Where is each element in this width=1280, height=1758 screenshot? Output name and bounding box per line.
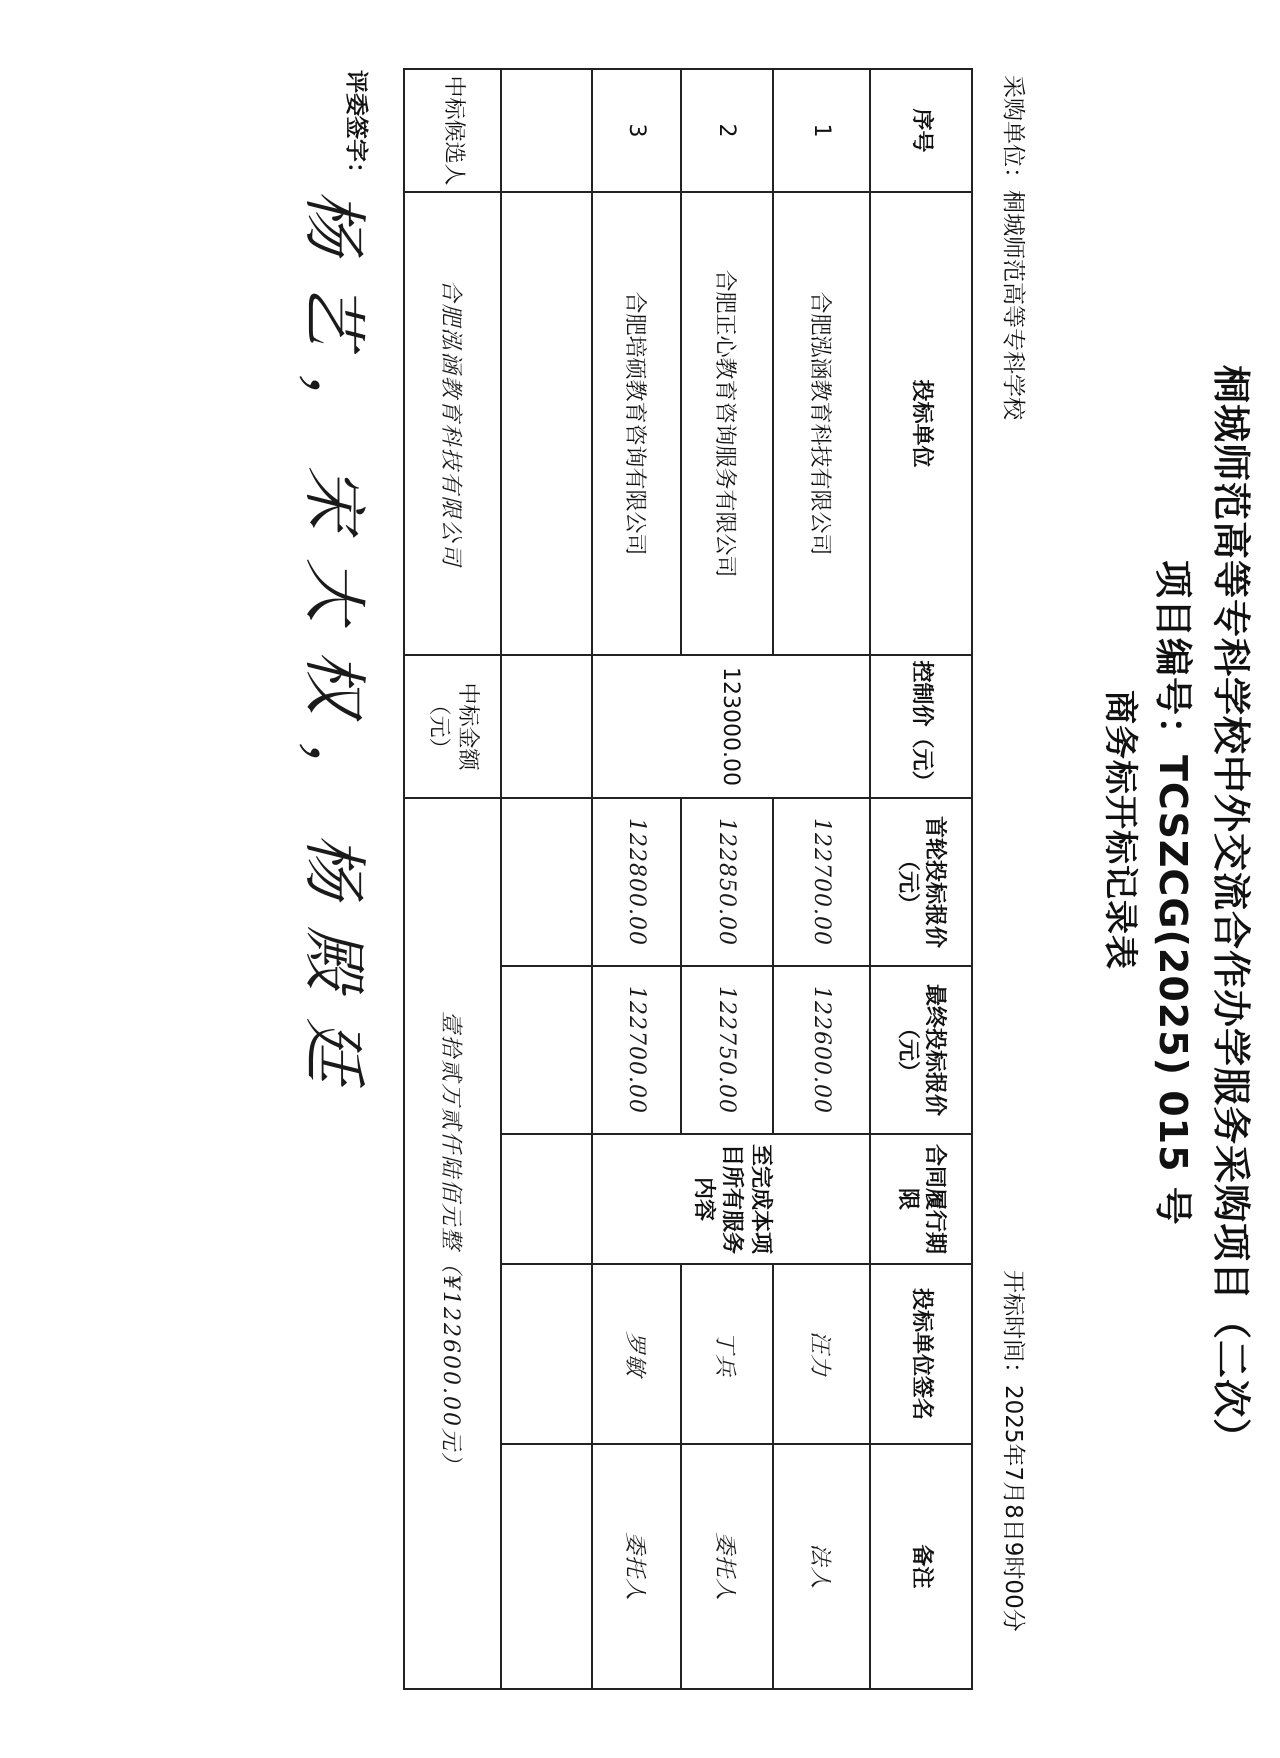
empty-cell xyxy=(501,655,592,798)
empty-cell xyxy=(501,1264,592,1444)
empty-cell xyxy=(501,1134,592,1264)
table-row xyxy=(773,69,870,1689)
header-remark: 备注 xyxy=(870,1444,972,1689)
header-control-price: 控制价（元） xyxy=(870,655,972,798)
row-first-quote: 122850.00 xyxy=(681,798,772,966)
purchaser xyxy=(999,75,1032,420)
empty-cell xyxy=(501,192,592,655)
winner-value: 合肥泓涵教育科技有限公司 xyxy=(404,192,501,655)
row-signature: 丁兵 xyxy=(681,1264,772,1444)
winner-row xyxy=(404,69,501,1689)
purchaser-label: 采购单位： xyxy=(1000,75,1026,190)
control-price-cell: 123000.00 xyxy=(592,655,869,798)
row-seq: 1 xyxy=(773,69,870,192)
committee-signatures: 杨艺，宋大权，杨殿廷 xyxy=(296,190,370,1110)
header-first-quote: 首轮投标报价（元） xyxy=(870,798,972,966)
row-remark: 委托人 xyxy=(592,1444,681,1689)
empty-cell xyxy=(501,966,592,1134)
row-seq: 2 xyxy=(681,69,772,192)
header-contract-term: 合同履行期限 xyxy=(870,1134,972,1264)
header-final-quote: 最终投标报价（元） xyxy=(870,966,972,1134)
row-remark: 委托人 xyxy=(681,1444,772,1689)
table-row xyxy=(592,69,681,1689)
winning-amount-value: 壹拾贰万贰仟陆佰元整（¥122600.00元） xyxy=(404,798,501,1689)
header-signature: 投标单位签名 xyxy=(870,1264,972,1444)
row-first-quote: 122700.00 xyxy=(773,798,870,966)
empty-row xyxy=(501,69,592,1689)
winner-label: 中标候选人 xyxy=(404,69,501,192)
row-bidder: 合肥正心教育咨询服务有限公司 xyxy=(681,192,772,655)
empty-cell xyxy=(501,69,592,192)
project-number: 项目编号：TCSZCG(2025) 015 号 xyxy=(1151,560,1195,1226)
empty-cell xyxy=(501,1444,592,1689)
row-first-quote: 122800.00 xyxy=(592,798,681,966)
header-bidder: 投标单位 xyxy=(870,192,972,655)
open-time xyxy=(999,1270,1032,1632)
row-final-quote: 122750.00 xyxy=(681,966,772,1134)
form-title: 商务标开标记录表 xyxy=(1100,690,1140,970)
row-signature: 罗敏 xyxy=(592,1264,681,1444)
table-row xyxy=(681,69,772,1689)
header-seq: 序号 xyxy=(870,69,972,192)
row-final-quote: 122600.00 xyxy=(773,966,870,1134)
row-seq: 3 xyxy=(592,69,681,192)
empty-cell xyxy=(501,798,592,966)
row-bidder: 合肥培硕教育咨询有限公司 xyxy=(592,192,681,655)
row-signature: 汪力 xyxy=(773,1264,870,1444)
bid-opening-table xyxy=(403,68,973,1690)
contract-term-cell: 至完成本项目所有服务内容 xyxy=(592,1134,869,1264)
winning-amount-label: 中标金额（元） xyxy=(404,655,501,798)
open-time-label: 开标时间： xyxy=(1000,1270,1026,1385)
committee-label: 评委签字： xyxy=(343,70,369,185)
row-final-quote: 122700.00 xyxy=(592,966,681,1134)
open-time-value: 2025年7月8日9时00分 xyxy=(1000,1385,1026,1632)
row-bidder: 合肥泓涵教育科技有限公司 xyxy=(773,192,870,655)
purchaser-value: 桐城师范高等专科学校 xyxy=(1000,190,1026,420)
row-remark: 法人 xyxy=(773,1444,870,1689)
header-row xyxy=(870,69,972,1689)
title-line-1: 桐城师范高等专科学校中外交流合作办学服务采购项目（二次） xyxy=(1209,365,1253,1458)
